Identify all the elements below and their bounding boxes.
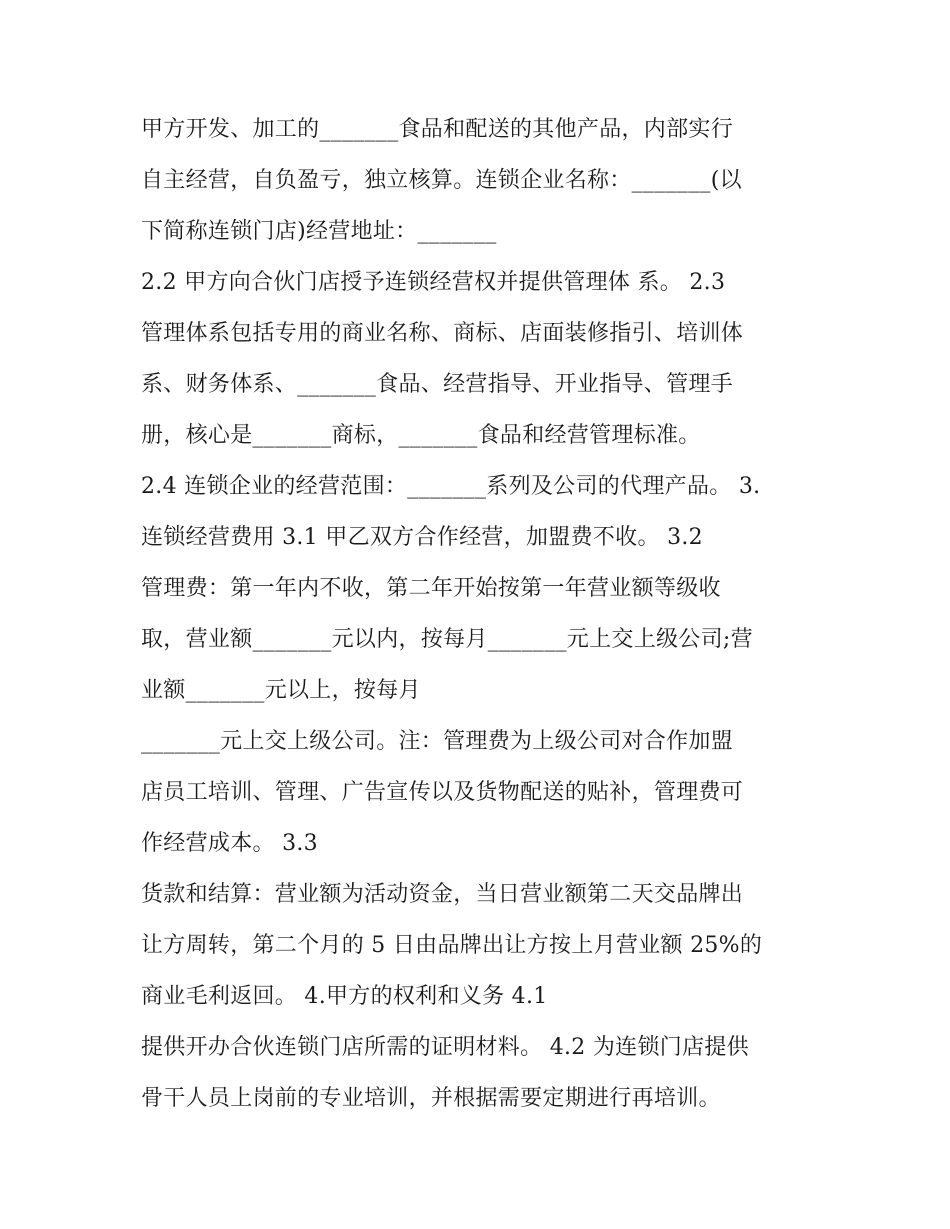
text-line: 甲方开发、加工的_______食品和配送的其他产品，内部实行 <box>141 117 734 142</box>
text-line: 商业毛利返回。 4.甲方的权利和义务 4.1 <box>141 984 548 1009</box>
text-line: 骨干人员上岗前的专业培训，并根据需要定期进行再培训。 <box>141 1086 721 1111</box>
document-body <box>141 104 841 1124</box>
text-line: 2.4 连锁企业的经营范围：_______系列及公司的代理产品。 3. <box>141 474 761 499</box>
text-line: 作经营成本。 3.3 <box>141 831 318 856</box>
text-line: 取，营业额_______元以内，按每月_______元上交上级公司;营 <box>141 627 753 652</box>
text-line: 店员工培训、管理、广告宣传以及货物配送的贴补，管理费可 <box>141 780 744 805</box>
text-line: 提供开办合伙连锁门店所需的证明材料。 4.2 为连锁门店提供 <box>141 1035 749 1060</box>
text-line: 自主经营，自负盈亏，独立核算。连锁企业名称：_______(以 <box>141 168 742 193</box>
text-line: 连锁经营费用 3.1 甲乙双方合作经营，加盟费不收。 3.2 <box>141 525 703 550</box>
text-line: 下简称连锁门店)经营地址：_______ <box>141 219 497 244</box>
text-line: 管理费：第一年内不收，第二年开始按第一年营业额等级收 <box>141 576 721 601</box>
text-line: 货款和结算：营业额为活动资金，当日营业额第二天交品牌出 <box>141 882 744 907</box>
text-line: 让方周转，第二个月的 5 日由品牌出让方按上月营业额 25%的 <box>141 933 763 958</box>
text-line: 2.2 甲方向合伙门店授予连锁经营权并提供管理体 系。 2.3 <box>141 270 726 295</box>
text-line: 业额_______元以上，按每月 <box>141 678 421 703</box>
text-line: 册，核心是_______商标，_______食品和经营管理标准。 <box>141 423 701 448</box>
text-line: 管理体系包括专用的商业名称、商标、店面装修指引、培训体 <box>141 321 744 346</box>
text-line: 系、财务体系、_______食品、经营指导、开业指导、管理手 <box>141 372 734 397</box>
text-line: _______元上交上级公司。注：管理费为上级公司对合作加盟 <box>141 729 734 754</box>
